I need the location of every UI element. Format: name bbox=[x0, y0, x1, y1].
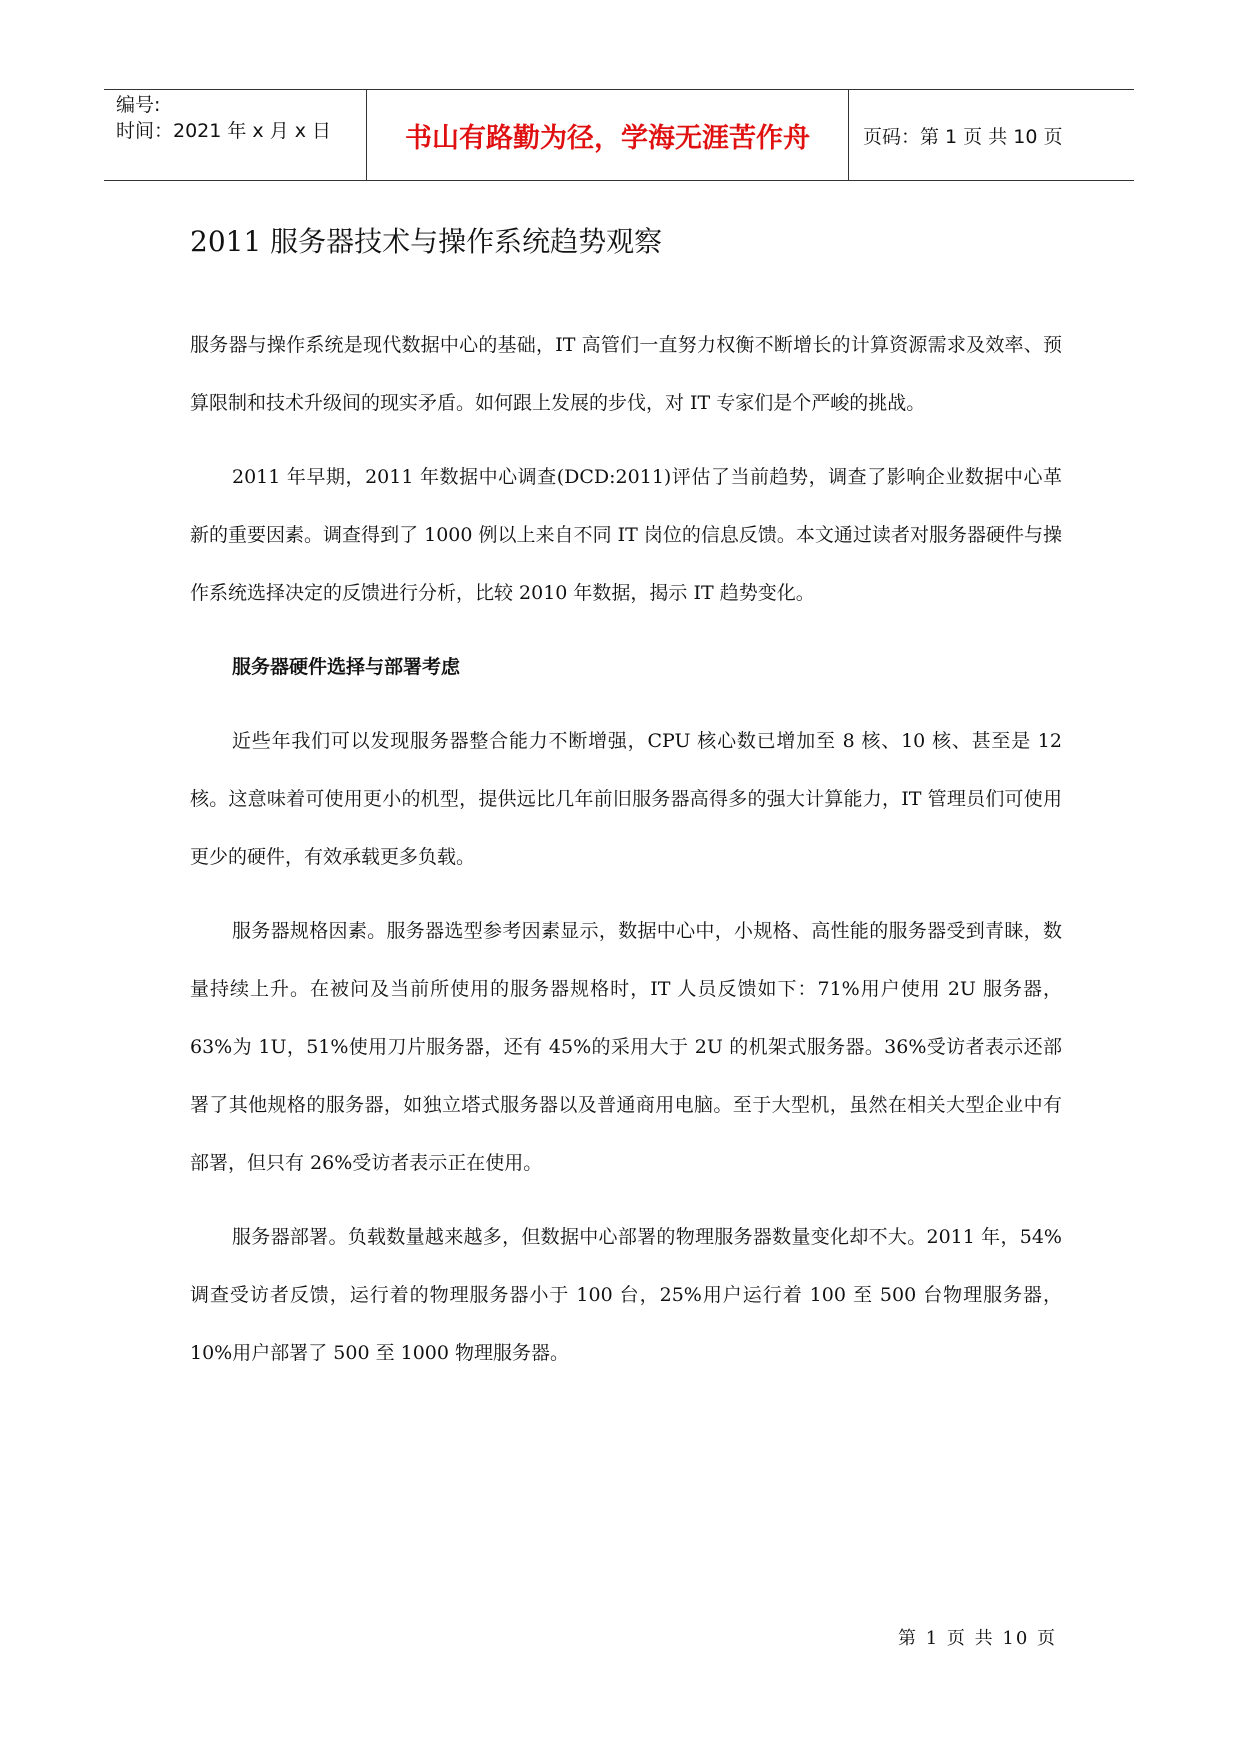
paragraph-survey: 2011 年早期，2011 年数据中心调查(DCD:2011)评估了当前趋势，调查了影响企业数据中心革新的重要因素。调查得到了 1000 例以上来自不同 IT 岗位的信息反馈。本文通过读者对服务器硬件与操作系统选择决定的反馈进行分析，比较 2010 年数据，揭示 IT 趋势变化。 bbox=[190, 466, 1062, 604]
paragraph-consolidation: 近些年我们可以发现服务器整合能力不断增强，CPU 核心数已增加至 8 核、10 核、甚至是 12 核。这意味着可使用更小的机型，提供远比几年前旧服务器高得多的强大计算能力，IT 管理员们可使用更少的硬件，有效承载更多负载。 bbox=[190, 730, 1062, 868]
page-footer: 第 1 页 共 10 页 bbox=[898, 1628, 1057, 1649]
document-time-label: 时间：2021 年 x 月 x 日 bbox=[116, 120, 332, 142]
paragraph-deployment: 服务器部署。负载数量越来越多，但数据中心部署的物理服务器数量变化却不大。2011 年，54%调查受访者反馈，运行着的物理服务器小于 100 台，25%用户运行着 100 至 500 台物理服务器，10%用户部署了 500 至 1000 物理服务器。 bbox=[190, 1226, 1062, 1364]
document-title: 2011 服务器技术与操作系统趋势观察 bbox=[190, 225, 663, 258]
document-header bbox=[104, 89, 1134, 181]
header-page-code: 页码：第 1 页 共 10 页 bbox=[863, 125, 1063, 148]
paragraph-intro: 服务器与操作系统是现代数据中心的基础，IT 高管们一直努力权衡不断增长的计算资源需求及效率、预算限制和技术升级间的现实矛盾。如何跟上发展的步伐，对 IT 专家们是个严峻的挑战。 bbox=[190, 334, 1062, 414]
header-meta bbox=[104, 90, 367, 180]
section-heading: 服务器硬件选择与部署考虑 bbox=[232, 656, 461, 678]
paragraph-form-factor: 服务器规格因素。服务器选型参考因素显示，数据中心中，小规格、高性能的服务器受到青睐，数量持续上升。在被问及当前所使用的服务器规格时，IT 人员反馈如下：71%用户使用 2U 服务器，63%为 1U，51%使用刀片服务器，还有 45%的采用大于 2U 的机架式服务器。36%受访者表示还部署了其他规格的服务器，如独立塔式服务器以及普通商用电脑。至于大型机，虽然在相关大型企业中有部署，但只有 26%受访者表示正在使用。 bbox=[190, 920, 1062, 1174]
document-number-label: 编号: bbox=[116, 94, 161, 116]
document-body bbox=[190, 316, 1062, 1398]
header-motto: 书山有路勤为径，学海无涯苦作舟 bbox=[367, 90, 849, 180]
